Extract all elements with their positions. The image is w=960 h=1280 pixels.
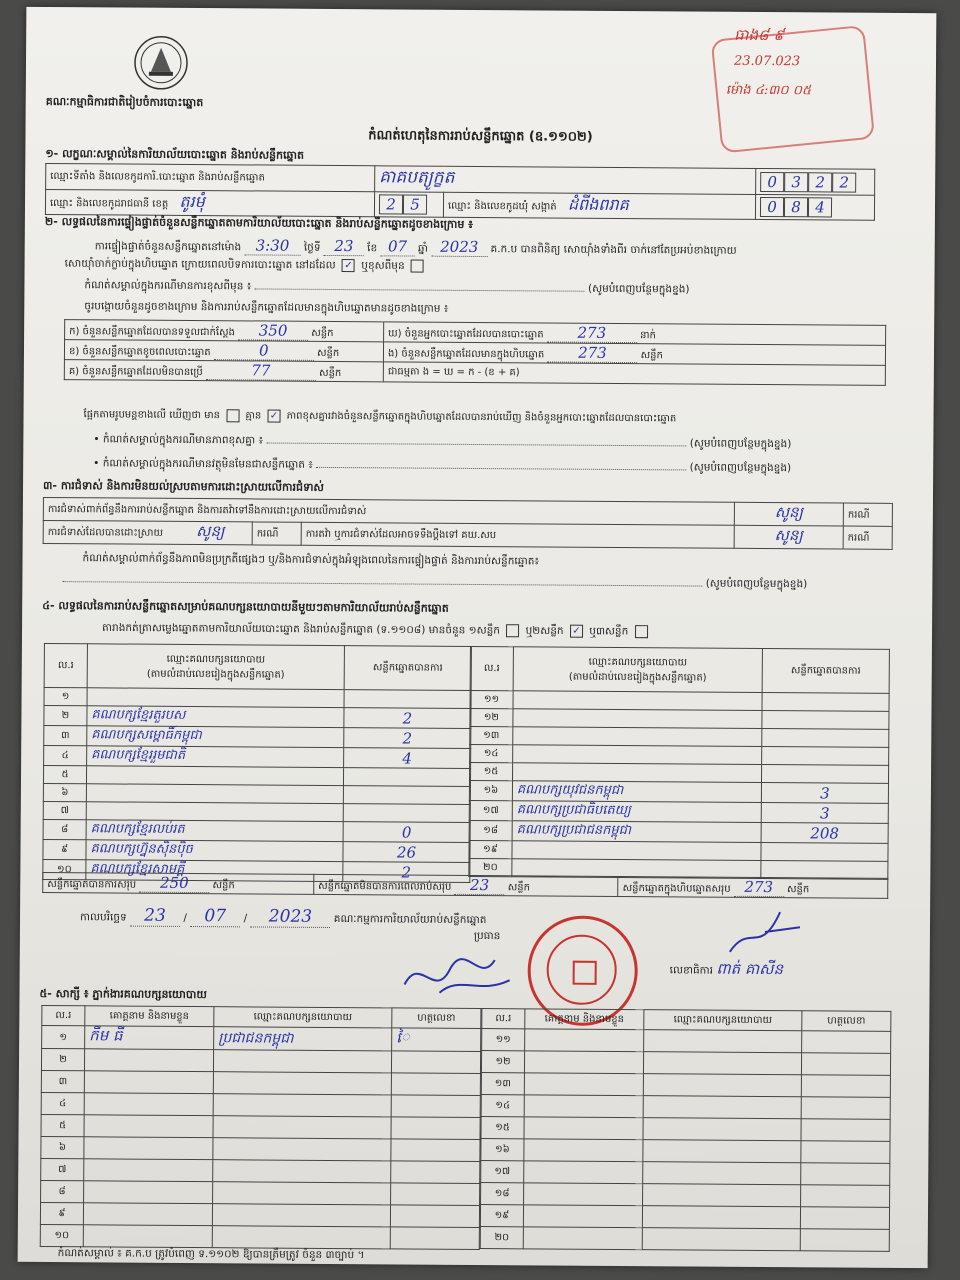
commune-value: ដំពីងពរាគ (567, 194, 629, 215)
date-line: កាលបរិច្ឆេទ 23 / 07 / 2023 គណៈកម្មការការិយាល័យរាប់សន្លឹកឆ្នោត (79, 905, 487, 927)
results-table-left: ល.រ ឈ្មោះគណបក្សនយោបាយ (តាមលំដាប់លេខរៀងក្នុងសន្លឹកឆ្នោត) សន្លឹកឆ្នោតបានការ ១ ២ គណបក្សខ្មែរតួរបស 2 ៣ គណបក្សសម្ពោធិ៍កម្ពុជា 2 ៤ គណបក្សខ្មែររួមជាតិ 4 ៥ ៦ ៧ ៨ គណបក្សខ្មែរលប់រត 0 ៩ គណបក្សហ្វ៊ុនស៊ិនប៉ិច 26 ១០ គណបក្សខ្មែរសាមគ្គី 2 (42, 643, 472, 883)
table-row: ១៨ គណបក្សប្រជាជនកម្ពុជា 208 (469, 820, 888, 843)
table-row: ២ (41, 1048, 480, 1073)
table-row: ៤ គណបក្សខ្មែររួមជាតិ 4 (44, 745, 471, 768)
election-form-paper (18, 7, 937, 1268)
president-signature (399, 944, 519, 1005)
table-row: ៧ (41, 1158, 480, 1183)
table-row: ២០ (469, 858, 888, 879)
table-row: ១៧ គណបក្សប្រជាធិបតេយ្យ 3 (469, 800, 888, 823)
section2-heading: ២- លទ្ធផលនៃការផ្ទៀងផ្ទាត់ចំនួនសន្លឹកឆ្នោតតាមការិយាល័យបោះឆ្នោត និងរាប់សន្លឹកឆ្នោតដូចខាងក្រោម ៖ (44, 214, 474, 231)
unused-value: 77 (206, 361, 316, 381)
table-row: ១០ (40, 1224, 479, 1249)
table-row: ១១ (482, 1029, 891, 1054)
discrepancy-yes-checkbox[interactable] (226, 409, 239, 422)
witness-table-left: ល.រ គោត្តនាម និងនាមខ្លួន ឈ្មោះគណបក្សនយោបាយ ហត្ថលេខា ១ កឹម ធី ប្រជាជនកម្ពុជា ៃ ២ ៣ ៤ ៥ ៦ ៧ ៨ ៩ ១០ (40, 1005, 482, 1250)
table-row: ៥ (41, 1114, 480, 1139)
formula: ជាធម្មតា ង = ឃ = ក - (ខ + គ) (383, 362, 885, 386)
table-row: ៣ (41, 1070, 480, 1095)
spoiled-value: 0 (214, 341, 314, 361)
table-row: ១២ (481, 1051, 890, 1076)
secretary-line: លេខាធិការ ពាត់ គាសីន (669, 959, 784, 979)
president-label: ប្រធាន (473, 929, 501, 943)
section3-fill-line: (សូមបំពេញបន្ថែមក្នុងខ្នង) (62, 573, 892, 594)
province-code: 2 5 (374, 192, 443, 217)
location-label: ឈ្មោះទីតាំង និងលេខកូដការិ.បោះឆ្នោត និងរាប់សន្លឹកឆ្នោត (46, 163, 375, 191)
table-row: ១៥ (470, 762, 889, 783)
table-row: ២០ (480, 1227, 889, 1252)
commune-cell: ឈ្មោះ និងលេខកូដឃុំ សង្កាត់ ដំពីងពរាគ (443, 192, 755, 219)
section3-note: កំណត់សម្គាល់ពាក់ព័ន្ធនឹងភាពមិនប្រក្រតីផ្សេងៗ ឬ/និងការជំទាស់ក្នុងអំឡុងពេលនៃការផ្ទៀងផ្ទាត់ និងការរាប់សន្លឹកឆ្នោត៖ (82, 552, 540, 568)
received-value: 350 (238, 321, 308, 340)
one-sheet-checkbox[interactable] (506, 624, 519, 637)
changed-checkbox[interactable] (411, 260, 424, 273)
secretary-signature (720, 902, 810, 963)
table-row: ៣ គណបក្សសម្ពោធិ៍កម្ពុជា 2 (44, 725, 471, 748)
form-title: កំណត់ហេតុនៃការរាប់សន្លឹកឆ្នោត (ឧ.១១០២) (368, 128, 593, 145)
table-row: ៩ គណបក្សហ្វ៊ុនស៊ិនប៉ិច 26 (43, 839, 470, 862)
resolved-count: សូន្យ (196, 522, 225, 541)
table-row: ១៥ (481, 1117, 890, 1142)
table-row: ៦ (41, 1136, 480, 1161)
table-row: ១៦ (481, 1139, 890, 1164)
seal-status-line: សោយ៉ាំចាក់ក្លាប់ក្នុងហិបឆ្នោត ក្រោយពេលបិទការបោះឆ្នោត នៅដដែល ✓ ឬខុសពីមុន (65, 257, 427, 275)
org-name: គណៈកម្មាធិការជាតិរៀបចំការបោះឆ្នោត (45, 94, 204, 110)
sheet-count-line: តារាងកត់ត្រាសម្លេងឆ្នោតតាមការិយាល័យបោះឆ្នោត និងរាប់សន្លឹកឆ្នោត (ទ.១១០៨) មានចំនួន ១សន្លឹក ឬ២សន្លឹក ✓ ឬ៣សន្លឹក (102, 621, 651, 640)
top-stamp-line1: ធាង៨ ៩ (734, 25, 785, 45)
table-row: ១៦ គណបក្សយុវជនកម្ពុជា 3 (469, 780, 888, 803)
count-intro: ចូរបង្កោយចំនួនដូចខាងក្រោម និងការរាប់សន្លឹកឆ្នោតដែលមានក្នុងហិបឆ្នោតមានដូចខាងក្រោម ៖ (84, 300, 449, 315)
count-table: ក) ចំនួនសន្លឹកឆ្នោតដែលបានទទួលជាក់ស្តែង 350 សន្លឹក ឃ) ចំនួនអ្នកបោះឆ្នោតដែលបានបោះឆ្នោត 273 នាក់ ខ) ចំនួនសន្លឹកឆ្នោតខូចពេលបោះឆ្នោត 0 សន្លឹក ង) ចំនួនសន្លឹកឆ្នោតដែលមានក្នុងហិបឆ្នោត 273 សន្លឹក គ) ចំនួនសន្លឹកឆ្នោតដែលមិនបានប្រើ 77 សន្លឹក ជាធម្មតា ង = ឃ = ក - (ខ + គ) (64, 319, 886, 386)
footer-note: កំណត់សម្គាល់ ៖ គ.ក.ប ត្រូវបំពេញ ទ.១១០២ ឱ្យបានត្រឹមត្រូវ ចំនួន ៣ច្បាប់ ។ (57, 1247, 365, 1262)
total-valid: 250 (139, 874, 209, 893)
emblem-logo (131, 34, 191, 92)
table-row: ១ កឹម ធី ប្រជាជនកម្ពុជា ៃ (42, 1025, 481, 1051)
totals-row: សន្លឹកឆ្នោតបានការសរុប 250 សន្លឹក សន្លឹកឆ្នោតមិនបានការពេលរាប់សរុប 23 សន្លឹក សន្លឹកឆ្នោតក្នុងហិបឆ្នោតសរុប 273 សន្លឹក (42, 872, 888, 899)
table-row: ១៨ (481, 1183, 890, 1208)
top-stamp-line3: ម៉ោង ៤:៣០ ០៥ (725, 82, 812, 99)
table-row: ១២ (470, 708, 889, 729)
section1-heading: ១- លក្ខណៈសម្គាល់នៃការិយាល័យបោះឆ្នោត និងរាប់សន្លឹកឆ្នោត (45, 146, 305, 162)
table-row: ៤ (41, 1092, 480, 1117)
three-sheet-checkbox[interactable] (635, 625, 648, 638)
note1-line: កំណត់សម្គាល់ក្នុងករណីមានការខុសពីមុន ៖ (សូមបំពេញបន្ថែមក្នុងខ្នង) (84, 279, 690, 296)
section3-heading: ៣- ការជំទាស់ និងការមិនយល់ស្របតាមការដោះស្រាយលើការជំទាស់ (43, 478, 324, 494)
two-sheet-checkbox[interactable]: ✓ (570, 625, 583, 638)
table-row: ៨ (41, 1180, 480, 1205)
table-row: ៨ គណបក្សខ្មែរលប់រត 0 (43, 819, 470, 842)
location-code: 0 3 2 2 (756, 168, 875, 195)
table-row: ១៣ (470, 726, 889, 747)
table-row: ១០ គណបក្សខ្មែរសាមគ្គី 2 (43, 859, 470, 882)
table-row: ៧ (43, 801, 470, 822)
table-row: ១៧ (481, 1161, 890, 1186)
table-row: ៥ (43, 765, 470, 786)
total-in-box: 273 (734, 878, 784, 897)
note3-line: • កំណត់សម្គាល់ក្នុងករណីមានវត្ថុមិនមែនជាសន្លឹកឆ្នោត ៖ (សូមបំពេញបន្ថែមក្នុងខ្នង) (93, 457, 792, 475)
section4-heading: ៤- លទ្ធផលនៃការរាប់សន្លឹកឆ្នោតសម្រាប់គណបក្សនយោបាយនីមួយៗតាមការិយាល័យរាប់សន្លឹកឆ្នោត (42, 598, 449, 615)
results-table-right: ល.រ ឈ្មោះគណបក្សនយោបាយ (តាមលំដាប់លេខរៀងក្នុងសន្លឹកឆ្នោត) សន្លឹកឆ្នោតបានការ ១១ ១២ ១៣ ១៤ ១៥ ១៦ គណបក្សយុវជនកម្ពុជា 3 ១៧ គណបក្សប្រជាធិបតេយ្យ 3 ១៨ គណបក្សប្រជាជនកម្ពុជា 208 ១៩ ២០ (468, 646, 890, 880)
discrepancy-no-checkbox[interactable]: ✓ (267, 409, 280, 422)
table-row: ៩ (40, 1202, 479, 1227)
voters-value: 273 (547, 323, 637, 343)
table-row: ២ គណបក្សខ្មែរតួរបស 2 (44, 705, 471, 728)
secretary-name: ពាត់ គាសីន (716, 959, 784, 979)
table-row: ១៤ (470, 744, 889, 765)
section5-heading: ៥- សាក្សី ៖ ភ្នាក់ងារគណបក្សនយោបាយ (39, 986, 207, 1002)
objection-table: ការជំទាស់ពាក់ព័ន្ធនឹងការរាប់សន្លឹកឆ្នោត និងការតវ៉ាទៅនឹងការដោះស្រាយលើការជំទាស់ សូន្យ ករណី ការជំទាស់ដែលបានដោះស្រាយ សូន្យ ករណី ការតវ៉ា ឬការជំទាស់ដែលអាចទទឹងប្តឹងទៅ គឃ.សប សូន្យ ករណី (43, 497, 893, 550)
table-row: ១៣ (481, 1073, 890, 1098)
table-row: ១៩ (469, 840, 888, 861)
location-value: គាគបត្យូក្ខត (379, 167, 455, 188)
province-value: តូរមុំ (179, 191, 205, 212)
verification-time-line: ការផ្ទៀងផ្ទាត់ចំនួនសន្លឹកឆ្នោតនៅម៉ោង 3:30 ថ្ងៃទី 23 ខែ 07 ឆ្នាំ 2023 គ.ក.ប បានពិនិត្យ សោយ៉ាំងទាំងពីរ ចាក់នៅតែប្រអប់ខាងក្រោយ (94, 236, 737, 257)
appeal-count: សូន្យ (774, 526, 803, 545)
total-invalid: 23 (455, 876, 505, 895)
table-row: ១៤ (481, 1095, 890, 1120)
ballots-in-box-value: 273 (547, 343, 637, 363)
objection-count: សូន្យ (774, 503, 804, 522)
same-checkbox[interactable]: ✓ (342, 259, 355, 272)
discrepancy-line: ផ្អែកតាមរូបមន្តខាងលើ ឃើញថា មាន គ្មាន ✓ ភាពខុសគ្នារវាងចំនួនសន្លឹកឆ្នោតក្នុងហិបឆ្នោតដែលបានរាប់ឃើញ និងចំនួនអ្នកបោះឆ្នោតដែលបានបោះឆ្នោត (83, 409, 677, 425)
section1-table (45, 163, 875, 221)
commune-code: 0 8 4 (755, 194, 874, 220)
table-row: ៦ (43, 783, 470, 804)
province-cell: ឈ្មោះ និងលេខកូដរាជធានី ខេត្ត តូរមុំ (45, 189, 374, 216)
witness-table-right: ល.រ គោត្តនាម និងនាមខ្លួន ឈ្មោះគណបក្សនយោបាយ ហត្ថលេខា ១១ ១២ ១៣ ១៤ ១៥ ១៦ ១៧ ១៨ ១៩ ២០ (480, 1008, 892, 1252)
top-stamp-line2: 23.07.023 (733, 53, 801, 70)
table-row: ១ (44, 687, 471, 708)
note2-line: • កំណត់សម្គាល់ក្នុងករណីមានភាពខុសគ្នា ៖ (សូមបំពេញបន្ថែមក្នុងខ្នង) (93, 433, 792, 451)
table-row: ១១ (470, 690, 889, 711)
table-row: ១៩ (480, 1205, 889, 1230)
